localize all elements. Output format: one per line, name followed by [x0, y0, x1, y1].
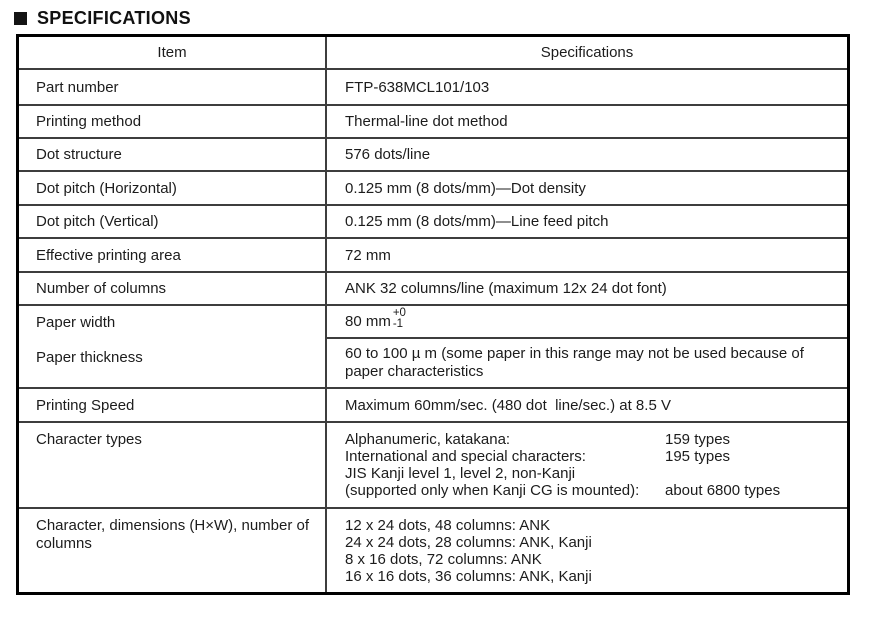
char-dims-line: 8 x 16 dots, 72 columns: ANK — [345, 551, 542, 568]
paper-width-value: 80 mm — [345, 313, 391, 330]
spec-value-paper-width — [327, 306, 847, 339]
col-header-item: Item — [19, 37, 327, 70]
char-types-line-value — [665, 465, 780, 482]
item-label-dot-pitch-horizontal: Dot pitch (Horizontal) — [19, 172, 327, 206]
spec-value-paper-thickness — [327, 339, 847, 389]
spec-value-character-dimensions — [327, 509, 847, 592]
char-types-line-value: 159 types — [665, 431, 731, 448]
spec-value-dot-pitch-vertical: 0.125 mm (8 dots/mm)—Line feed pitch — [327, 206, 847, 239]
paper-thickness-line2: paper characteristics — [345, 363, 484, 380]
item-label-dot-pitch-vertical: Dot pitch (Vertical) — [19, 206, 327, 239]
paper-width-tolerance-minus: -1 — [392, 317, 404, 330]
item-label-printing-method: Printing method — [19, 106, 327, 139]
bullet-square-icon — [14, 12, 27, 25]
paper-width-tolerance-plus: +0 — [392, 306, 406, 319]
item-label-number-of-columns: Number of columns — [19, 273, 327, 306]
char-dims-line: 16 x 16 dots, 36 columns: ANK, Kanji — [345, 568, 592, 585]
item-label-character-dimensions: Character, dimensions (H×W), number of columns — [19, 509, 327, 592]
item-label-character-types: Character types — [19, 423, 327, 509]
paper-width-label: Paper width — [36, 314, 116, 331]
section-title-bar — [14, 8, 191, 29]
spec-value-effective-printing-area: 72 mm — [327, 239, 847, 273]
item-label-paper — [19, 306, 327, 389]
col-header-specifications: Specifications — [327, 37, 847, 70]
char-types-line-name: JIS Kanji level 1, level 2, non-Kanji — [345, 465, 576, 482]
char-types-line-name: Alphanumeric, katakana: — [345, 431, 511, 448]
spec-value-printing-speed: Maximum 60mm/sec. (480 dot line/sec.) at 8.5 V — [327, 389, 847, 423]
page-title: SPECIFICATIONS — [37, 8, 191, 28]
spec-value-printing-method: Thermal-line dot method — [327, 106, 847, 139]
char-types-line-value: 195 types — [665, 448, 731, 465]
paper-width-tolerance — [393, 308, 406, 330]
item-label-dot-structure: Dot structure — [19, 139, 327, 172]
specifications-table — [16, 34, 850, 595]
item-label-part-number: Part number — [19, 70, 327, 106]
item-label-printing-speed: Printing Speed — [19, 389, 327, 423]
spec-value-part-number: FTP-638MCL101/103 — [327, 70, 847, 106]
spec-value-dot-structure: 576 dots/line — [327, 139, 847, 172]
spec-value-character-types — [327, 423, 847, 509]
char-dims-line: 24 x 24 dots, 28 columns: ANK, Kanji — [345, 534, 592, 551]
char-types-line-name: (supported only when Kanji CG is mounted): — [345, 482, 640, 499]
item-label-effective-printing-area: Effective printing area — [19, 239, 327, 273]
paper-thickness-line1: 60 to 100 µ m (some paper in this range may not be used because of — [345, 345, 804, 362]
spec-value-number-of-columns: ANK 32 columns/line (maximum 12x 24 dot font) — [327, 273, 847, 306]
spec-value-dot-pitch-horizontal: 0.125 mm (8 dots/mm)—Dot density — [327, 172, 847, 206]
char-dims-line: 12 x 24 dots, 48 columns: ANK — [345, 517, 551, 534]
char-types-line-value: about 6800 types — [665, 482, 781, 499]
paper-thickness-label: Paper thickness — [36, 349, 143, 366]
char-types-line-name: International and special characters: — [345, 448, 586, 465]
